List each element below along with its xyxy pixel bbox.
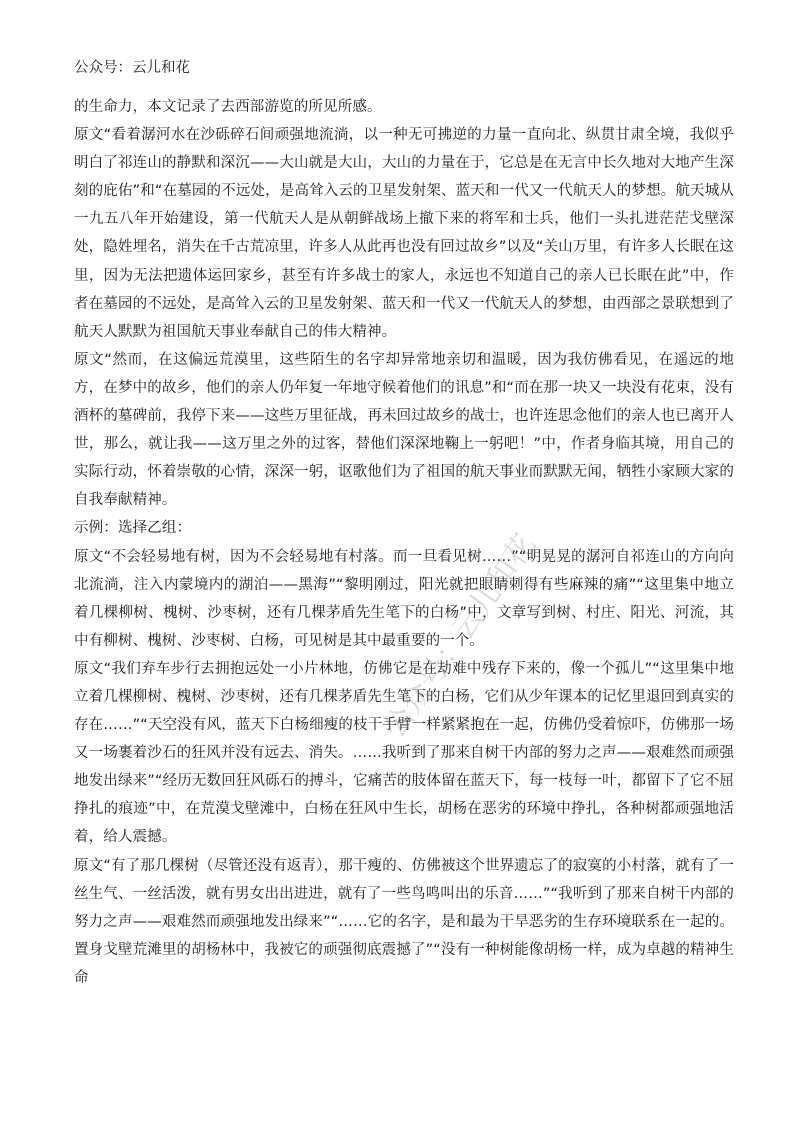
paragraph-6: 原文“我们弃车步行去拥抱远处一小片林地，仿佛它是在劫难中残存下来的，像一个孤儿”“这里集中地立着几棵柳树、槐树、沙枣树，还有几棵茅盾先生笔下的白杨，它们从少年课本的记忆里退回到真实的存在……”“天空没有风，蓝天下白杨细瘦的枝干手臂一样紧紧抱在一起，仿佛仍受着惊吓，仿佛那一场又一场裹着沙石的狂风并没有远去、消失。……我听到了那来自树干内部的努力之声——艰难然而顽强地发出绿来”“经历无数回狂风砾石的搏斗，它痛苦的肢体留在蓝天下，每一枝每一叶，都留下了它不屈挣扎的痕迹”中，在荒漠戈壁滩中，白杨在狂风中生长，胡杨在恶劣的环境中挣扎，各种树都顽强地活着，给人震撼。 xyxy=(74,660,734,846)
paragraph-3: 原文“然而，在这偏远荒漠里，这些陌生的名字却异常地亲切和温暖，因为我仿佛看见，在遥远的地方，在梦中的故乡，他们的亲人仍年复一年地守候着他们的讯息”和“而在那一块又一块没有花束，没有酒杯的墓碑前，我停下来——这些万里征战，再未回过故乡的战士，也许连思念他们的亲人也已离开人世，那么，就让我——这万里之外的过客，替他们深深地鞠上一躬吧！”中，作者身临其境，用自己的实际行动，怀着崇敬的心情，深深一躬，讴歌他们为了祖国的航天事业而默默无闻，牺牲小家顾大家的自我奉献精神。 xyxy=(74,351,734,509)
paragraph-4: 示例：选择乙组： xyxy=(74,520,192,537)
page-header: 公众号：云儿和花 xyxy=(74,60,190,76)
paragraph-1: 的生命力，本文记录了去西部游览的所见所感。 xyxy=(74,99,382,115)
paragraph-5: 原文“不会轻易地有树，因为不会轻易地有村落。而一旦看见树……”“明晃晃的潺河自祁连山的方向向北流淌，注入内蒙境内的湖泊——黑海”“黎明刚过，阳光就把眼睛刺得有些麻辣的痛”“这里集中地立着几棵柳树、槐树、沙枣树，还有几棵茅盾先生笔下的白杨”中，文章写到树、村庄、阳光、河流，其中有柳树、槐树、沙枣树、白杨，可见树是其中最重要的一个。 xyxy=(74,548,734,649)
document-body xyxy=(74,93,734,992)
paragraph-2: 原文“看着潺河水在沙砾碎石间顽强地流淌，以一种无可拂逆的力量一直向北、纵贯甘肃全境，我似乎明白了祁连山的静默和深沉——大山就是大山，大山的力量在于，它总是在无言中长久地对大地产生深刻的庇佑”和“在墓园的不远处，是高耸入云的卫星发射架、蓝天和一代又一代航天人的梦想。航天城从一九五八年开始建设，第一代航天人是从朝鲜战场上撤下来的将军和士兵，他们一头扎进茫茫戈壁深处，隐姓埋名，消失在千古荒凉里，许多人从此再也没有回过故乡”以及“关山万里，有许多人长眠在这里，因为无法把遗体运回家乡，甚至有许多战士的家人，永远也不知道自己的亲人已长眠在此”中，作者在墓园的不远处，是高耸入云的卫星发射架、蓝天和一代又一代航天人的梦想，由西部之景联想到了航天人默默为祖国航天事业奉献自己的伟大精神。 xyxy=(74,127,734,340)
paragraph-7: 原文“有了那几棵树（尽管还没有返青），那干瘦的、仿佛被这个世界遗忘了的寂寞的小村落，就有了一丝生气、一丝活泼，就有男女出出进进，就有了一些鸟鸣叫出的乐音……”“我听到了那来自树干内部的努力之声——艰难然而顽强地发出绿来”“……它的名字，是和最为干旱恶劣的生存环境联系在一起的。置身戈壁荒滩里的胡杨林中，我被它的顽强彻底震撼了”“没有一种树能像胡杨一样，成为卓越的精神生命 xyxy=(74,857,734,986)
watermark: 公众号：云儿和花 xyxy=(376,527,543,745)
